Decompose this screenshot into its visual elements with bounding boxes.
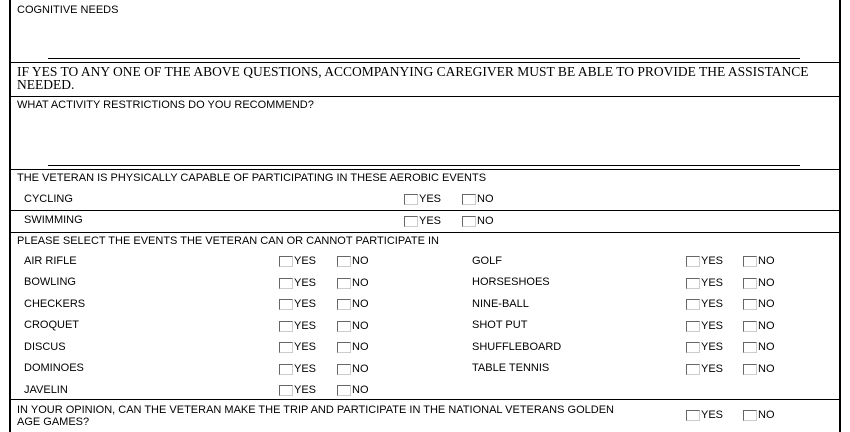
checkbox-icon [743,342,757,353]
no-label: NO [352,341,369,353]
event-label-cycling: CYCLING [24,193,73,205]
no-label: NO [352,363,369,375]
event-label-horseshoes: HORSESHOES [472,276,550,288]
no-label: NO [758,298,775,310]
checkbox-icon [743,278,757,289]
yes-label: YES [294,341,317,353]
divider [10,232,840,233]
divider [10,62,840,63]
left-border [9,0,11,432]
activity-restrictions-label: WHAT ACTIVITY RESTRICTIONS DO YOU RECOMMEND? [17,99,314,111]
bowling-yes-checkbox[interactable] [279,277,316,290]
cognitive-needs-label: COGNITIVE NEEDS [17,4,119,16]
yes-label: YES [701,363,724,375]
shot-put-no-checkbox[interactable] [743,320,775,333]
checkbox-icon [404,194,418,205]
croquet-no-checkbox[interactable] [337,320,369,333]
activity-restrictions-entry-line[interactable] [48,165,800,166]
event-label-dominoes: DOMINOES [24,362,84,374]
dominoes-yes-checkbox[interactable] [279,363,316,376]
dominoes-no-checkbox[interactable] [337,363,369,376]
yes-label: YES [701,298,724,310]
yes-label: YES [294,384,317,396]
event-label-bowling: BOWLING [24,276,76,288]
event-label-discus: DISCUS [24,341,66,353]
checkbox-icon [743,410,757,421]
checkbox-icon [686,342,700,353]
no-label: NO [352,298,369,310]
right-border [839,0,841,432]
divider [10,399,840,400]
shot-put-yes-checkbox[interactable] [686,320,723,333]
checkbox-icon [686,364,700,375]
golf-no-checkbox[interactable] [743,255,775,268]
event-label-checkers: CHECKERS [24,298,86,310]
yes-label: YES [419,215,442,227]
checkbox-icon [686,321,700,332]
yes-label: YES [419,193,442,205]
divider [10,210,840,211]
checkers-no-checkbox[interactable] [337,298,369,311]
cycling-yes-checkbox[interactable] [404,193,441,206]
checkers-yes-checkbox[interactable] [279,298,316,311]
checkbox-icon [462,216,476,227]
cognitive-needs-entry-line[interactable] [48,58,800,59]
event-label-nine-ball: NINE-BALL [472,298,529,310]
horseshoes-yes-checkbox[interactable] [686,277,723,290]
checkbox-icon [279,299,293,310]
checkbox-icon [337,342,351,353]
checkbox-icon [686,278,700,289]
table-tennis-no-checkbox[interactable] [743,363,775,376]
no-label: NO [477,193,494,205]
yes-label: YES [701,255,724,267]
checkbox-icon [279,385,293,396]
nine-ball-no-checkbox[interactable] [743,298,775,311]
event-label-air-rifle: AIR RIFLE [24,255,77,267]
checkbox-icon [337,278,351,289]
no-label: NO [758,409,775,421]
checkbox-icon [743,321,757,332]
no-label: NO [758,320,775,332]
event-label-croquet: CROQUET [24,319,79,331]
checkbox-icon [279,342,293,353]
swimming-no-checkbox[interactable] [462,215,494,228]
horseshoes-no-checkbox[interactable] [743,277,775,290]
no-label: NO [477,215,494,227]
event-label-javelin: JAVELIN [24,384,68,396]
shuffleboard-no-checkbox[interactable] [743,341,775,354]
no-label: NO [758,277,775,289]
cycling-no-checkbox[interactable] [462,193,494,206]
checkbox-icon [337,364,351,375]
aerobic-events-heading: THE VETERAN IS PHYSICALLY CAPABLE OF PARTICIPATING IN THESE AEROBIC EVENTS [17,172,487,184]
air-rifle-no-checkbox[interactable] [337,255,369,268]
checkbox-icon [743,364,757,375]
yes-label: YES [294,277,317,289]
checkbox-icon [279,321,293,332]
yes-label: YES [701,320,724,332]
checkbox-icon [279,364,293,375]
yes-label: YES [701,341,724,353]
no-label: NO [352,255,369,267]
no-label: NO [352,320,369,332]
event-label-shot-put: SHOT PUT [472,319,528,331]
opinion-question-line2: AGE GAMES? [17,416,90,428]
discus-yes-checkbox[interactable] [279,341,316,354]
checkbox-icon [337,299,351,310]
divider [10,169,840,170]
opinion-no-checkbox[interactable] [743,409,775,422]
yes-label: YES [701,409,724,421]
checkbox-icon [279,278,293,289]
checkbox-icon [462,194,476,205]
checkbox-icon [337,256,351,267]
yes-label: YES [294,255,317,267]
golf-yes-checkbox[interactable] [686,255,723,268]
events-heading: PLEASE SELECT THE EVENTS THE VETERAN CAN OR CANNOT PARTICIPATE IN [17,235,439,247]
swimming-yes-checkbox[interactable] [404,215,441,228]
opinion-yes-checkbox[interactable] [686,409,723,422]
checkbox-icon [404,216,418,227]
event-label-table-tennis: TABLE TENNIS [472,362,550,374]
event-label-swimming: SWIMMING [24,214,83,226]
table-tennis-yes-checkbox[interactable] [686,363,723,376]
no-label: NO [758,341,775,353]
opinion-question-line1: IN YOUR OPINION, CAN THE VETERAN MAKE THE TRIP AND PARTICIPATE IN THE NATIONAL VETERANS GOLDEN [17,404,614,416]
checkbox-icon [686,299,700,310]
shuffleboard-yes-checkbox[interactable] [686,341,723,354]
yes-label: YES [701,277,724,289]
bowling-no-checkbox[interactable] [337,277,369,290]
croquet-yes-checkbox[interactable] [279,320,316,333]
checkbox-icon [743,299,757,310]
checkbox-icon [337,321,351,332]
nine-ball-yes-checkbox[interactable] [686,298,723,311]
no-label: NO [352,384,369,396]
checkbox-icon [743,256,757,267]
air-rifle-yes-checkbox[interactable] [279,255,316,268]
no-label: NO [352,277,369,289]
javelin-yes-checkbox[interactable] [279,384,316,397]
checkbox-icon [279,256,293,267]
divider [10,96,840,97]
yes-label: YES [294,298,317,310]
discus-no-checkbox[interactable] [337,341,369,354]
event-label-golf: GOLF [472,255,502,267]
javelin-no-checkbox[interactable] [337,384,369,397]
no-label: NO [758,255,775,267]
event-label-shuffleboard: SHUFFLEBOARD [472,341,562,353]
checkbox-icon [686,256,700,267]
yes-label: YES [294,320,317,332]
no-label: NO [758,363,775,375]
checkbox-icon [686,410,700,421]
caregiver-note: IF YES TO ANY ONE OF THE ABOVE QUESTIONS, ACCOMPANYING CAREGIVER MUST BE ABLE TO PROVIDE THE ASSISTANCE NEEDED. [17,64,809,92]
checkbox-icon [337,385,351,396]
yes-label: YES [294,363,317,375]
